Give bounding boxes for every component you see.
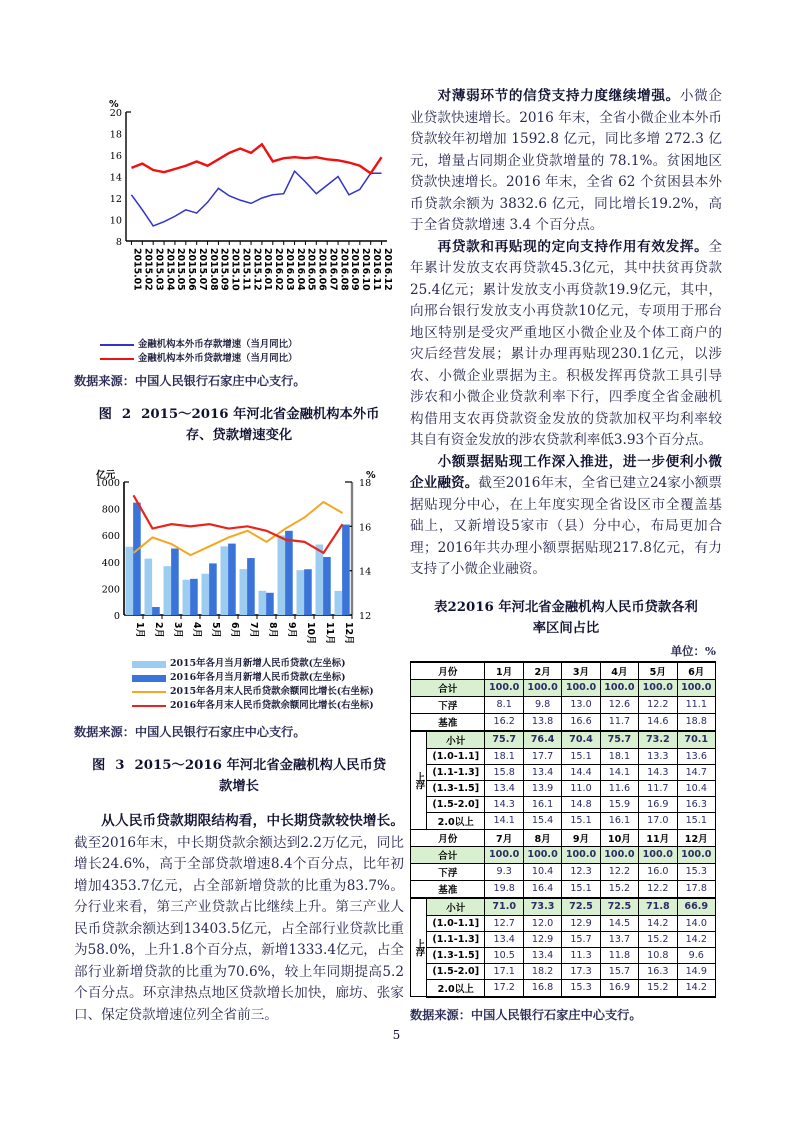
svg-text:2015.08: 2015.08 [207,248,219,291]
table-cell-base: 16.4 [523,880,561,898]
svg-text:7月: 7月 [248,622,260,638]
svg-text:9月: 9月 [286,622,298,638]
table-header-2: 8月 [523,829,561,846]
table-cell-subtotal: 73.3 [523,898,561,916]
table-cell-band: 11.6 [600,780,638,796]
paragraph-lead-relending: 再贷款和再贴现的定向支持作用有效发挥。 [437,238,709,255]
svg-text:12: 12 [359,611,372,622]
paragraph-text-loan-term: 截至2016年末，中长期贷款余额达到2.2万亿元，同比增长24.6%，高于全部贷款增速8.4个百分点，比年初增加4353.7亿元，占全部新增贷款的比重为83.7%。分行业来看，第三产业贷款占比继续上升。第三产业人民币贷款余额达到13403.5亿元，占全部行业贷款比重为58.0%，上升1.8个百分点，新增1333.4亿元，占全部行业新增贷款的比重为70.6%，较上年同期提高5.2个百分点。环京津热点地区贷款增长加快，廊坊、张家口、保定贷款增速位列全省前三。 [74,834,404,1023]
legend-swatch-2015-bar [132,661,166,668]
figure-3-svg [74,460,404,655]
table-cell-base: 19.8 [485,880,523,898]
table-cell-band: 12.9 [562,915,600,931]
svg-text:200: 200 [101,584,120,596]
table-header-1: 1月 [485,662,523,680]
figure-3-caption-label: 图 [91,758,106,773]
table-cell-band: 13.9 [523,780,561,796]
table-cell-subtotal: 72.5 [600,898,638,916]
table-cell-band: 15.2 [639,931,677,947]
table-cell-subtotal: 66.9 [677,898,715,916]
table-row-month-header [411,829,716,846]
figure-2-source: 数据来源：中国人民银行石家庄中心支行。 [74,374,306,388]
legend-swatch-loan [100,358,134,360]
svg-text:18: 18 [109,129,122,141]
table-cell-band: 11.8 [600,947,638,963]
table-cell-subtotal: 73.2 [639,731,677,749]
paragraph-relending-rediscount [410,237,722,452]
table-row-base [411,880,716,898]
svg-text:10月: 10月 [305,622,317,645]
table-2-unit: 单位：% [670,643,716,658]
svg-text:2016.04: 2016.04 [294,248,306,291]
table-cell-down: 16.0 [639,863,677,880]
table-cell-band: 15.2 [639,979,677,997]
table-cell-base: 15.2 [600,880,638,898]
table-label-band: (1.3-1.5] [427,780,485,796]
svg-text:5月: 5月 [210,622,222,638]
table-cell-down: 12.2 [639,696,677,713]
table-header-month: 月份 [411,662,485,680]
svg-text:16: 16 [359,522,372,534]
table-cell-band: 14.0 [677,915,715,931]
paragraph-text-weak-links: 小微企业贷款快速增长。2016 年末，全省小微企业本外币贷款较年初增加 1592.8 亿元，同比多增 272.3 亿元，增量占同期企业贷款增量的 78.1%。贫困地区贷款快速增长。2016 年末，全省 62 个贫困县本外币贷款余额为 3832.6 亿元，同比增长19.2%，高于全省贷款增速 3.4 个百分点。 [410,88,722,233]
table-cell-band: 12.0 [523,915,561,931]
table-row-subtotal [411,731,716,749]
table-cell-subtotal: 76.4 [523,731,561,749]
table-cell-total: 100.0 [600,846,638,863]
paragraph-text-relending: 全年累计发放支农再贷款45.3亿元，其中扶贫再贷款25.4亿元；累计发放支小再贷款19.9亿元，其中，向邢台银行发放支小再贷款10亿元，专项用于邢台地区特别是受灾严重地区小微企业及个体工商户的灾后经营发展；累计办理再贴现230.1亿元，以涉农、小微企业票据为主。积极发挥再贷款工具引导涉农和小微企业贷款利率下行，四季度全省金融机构借用支农再贷款资金发放的贷款加权平均利率较其自有资金发放的涉农贷款利率低3.93个百分点。 [410,238,722,448]
svg-text:2016.07: 2016.07 [327,248,339,291]
table-cell-down: 12.2 [600,863,638,880]
table-cell-band: 14.3 [485,796,523,812]
svg-text:400: 400 [101,557,120,569]
figure-2-svg [74,86,404,336]
svg-text:11月: 11月 [324,622,336,645]
figure-3-caption [74,755,404,797]
table-cell-band: 15.4 [523,812,561,829]
table-cell-band: 14.2 [639,915,677,931]
table-header-2: 2月 [523,662,561,680]
table-cell-band: 15.1 [562,748,600,764]
svg-text:2015.09: 2015.09 [218,248,230,291]
table-row-subtotal [411,898,716,916]
table-cell-down: 12.6 [600,696,638,713]
table-cell-band: 14.4 [562,764,600,780]
table-cell-band: 17.3 [562,963,600,979]
svg-text:2016.12: 2016.12 [381,248,393,291]
legend-swatch-2016-line [132,705,166,707]
svg-text:12月: 12月 [343,622,355,645]
table-cell-band: 15.3 [562,979,600,997]
figure-2-line-chart [74,86,404,366]
table-row-month-header [411,662,716,680]
table-row-down [411,696,716,713]
table-header-month: 月份 [411,829,485,846]
table-cell-band: 17.7 [523,748,561,764]
legend-label-2015-new-loans: 2015年各月当月新增人民币贷款(左坐标) [170,658,346,669]
svg-text:14: 14 [359,566,372,578]
table-row-band [411,764,716,780]
table-label-band: (1.5-2.0] [427,796,485,812]
table-cell-band: 17.2 [485,979,523,997]
legend-item-2016-yoy [132,700,374,712]
table-cell-subtotal: 70.4 [562,731,600,749]
legend-item-deposit [100,339,297,351]
table-cell-band: 15.7 [562,931,600,947]
table-cell-base: 14.6 [639,713,677,731]
svg-text:6月: 6月 [229,622,241,638]
table-cell-band: 9.6 [677,947,715,963]
table-cell-subtotal: 72.5 [562,898,600,916]
table-cell-base: 11.7 [600,713,638,731]
table-cell-band: 13.7 [600,931,638,947]
table-label-up: 上浮 [411,731,427,830]
table-label-total: 合计 [411,679,485,696]
svg-text:2015.02: 2015.02 [142,248,154,291]
table-label-base: 基准 [411,880,485,898]
table-cell-down: 8.1 [485,696,523,713]
table-cell-band: 15.7 [600,963,638,979]
table-cell-subtotal: 71.0 [485,898,523,916]
svg-text:2015.06: 2015.06 [186,248,198,291]
svg-text:4月: 4月 [191,622,203,638]
table-cell-band: 12.7 [485,915,523,931]
table-cell-band: 16.3 [639,963,677,979]
table-cell-band: 14.5 [600,915,638,931]
table-cell-band: 16.9 [600,979,638,997]
table-cell-band: 18.1 [485,748,523,764]
table-row-band [411,931,716,947]
table-cell-band: 10.8 [639,947,677,963]
table-cell-band: 10.5 [485,947,523,963]
table-2-caption-line1: 2016 年河北省金融机构人民币贷款各利 [456,599,698,615]
page-number: 5 [392,1028,401,1042]
table-cell-total: 100.0 [639,679,677,696]
table-cell-down: 13.0 [562,696,600,713]
table-cell-total: 100.0 [562,679,600,696]
svg-text:18: 18 [359,478,372,489]
svg-text:2015.12: 2015.12 [251,248,263,291]
paragraph-lead-weak-links: 对薄弱环节的信贷支持力度继续增强。 [437,88,680,104]
table-cell-band: 16.3 [677,796,715,812]
table-label-base: 基准 [411,713,485,731]
table-cell-subtotal: 70.1 [677,731,715,749]
table-cell-band: 14.3 [639,764,677,780]
svg-text:%: % [366,470,376,481]
figure-2-legend [74,338,404,366]
paragraph-lead-loan-term: 从人民币贷款期限结构看，中长期贷款较快增长。 [101,813,404,829]
table-cell-total: 100.0 [485,846,523,863]
legend-label-2016-new-loans: 2016年各月当月新增人民币贷款(左坐标) [170,672,346,683]
table-label-down: 下浮 [411,696,485,713]
svg-text:2016.11: 2016.11 [370,248,382,291]
svg-text:14: 14 [109,172,122,184]
table-cell-subtotal: 71.8 [639,898,677,916]
table-label-band: (1.5-2.0] [427,963,485,979]
table-cell-band: 11.0 [562,780,600,796]
svg-text:2015.01: 2015.01 [131,248,143,291]
paragraph-weak-links-credit [410,86,722,237]
table-header-6: 6月 [677,662,715,680]
table-2-caption-number: 2 [447,599,457,615]
table-header-5: 11月 [639,829,677,846]
paragraph-loan-term-structure [74,811,404,1026]
table-cell-band: 13.3 [639,748,677,764]
svg-text:10: 10 [109,215,122,227]
table-cell-down: 12.3 [562,863,600,880]
left-column [74,86,404,1026]
svg-text:2016.02: 2016.02 [273,248,285,291]
table-cell-base: 12.2 [639,880,677,898]
table-label-down: 下浮 [411,863,485,880]
table-cell-base: 18.8 [677,713,715,731]
table-cell-band: 11.7 [639,780,677,796]
table-cell-total: 100.0 [600,679,638,696]
figure-3-bar-chart [74,460,404,713]
table-header-3: 3月 [562,662,600,680]
figure-3-caption-line2: 款增长 [219,779,259,794]
figure-3-caption-line1: 2015～2016 年河北省金融机构人民币贷 [134,758,387,773]
table-cell-band: 12.9 [523,931,561,947]
figure-3-source: 数据来源：中国人民银行石家庄中心支行。 [74,725,306,739]
table-cell-total: 100.0 [485,679,523,696]
table-cell-down: 11.1 [677,696,715,713]
table-2-rate-bands [410,661,716,998]
svg-text:2月: 2月 [153,622,165,638]
legend-item-2015-new-loans [132,658,346,670]
table-header-6: 12月 [677,829,715,846]
svg-text:2015.11: 2015.11 [240,248,252,291]
table-label-total: 合计 [411,846,485,863]
table-cell-band: 16.1 [600,812,638,829]
table-label-subtotal: 小计 [427,898,485,916]
table-header-5: 5月 [639,662,677,680]
table-cell-subtotal: 75.7 [485,731,523,749]
table-label-band: 2.0以上 [427,979,485,997]
svg-text:600: 600 [101,531,120,543]
figure-2-caption-label: 图 [98,407,112,422]
table-cell-band: 17.1 [485,963,523,979]
table-cell-band: 13.4 [485,931,523,947]
table-cell-base: 13.8 [523,713,561,731]
table-label-band: (1.0-1.1] [427,748,485,764]
table-label-band: (1.3-1.5] [427,947,485,963]
legend-item-2015-yoy [132,686,374,698]
legend-label-2015-yoy: 2015年各月末人民币贷款余额同比增长(右坐标) [170,686,374,697]
table-cell-band: 15.1 [677,812,715,829]
table-row-down [411,863,716,880]
table-cell-base: 16.6 [562,713,600,731]
table-row-total [411,679,716,696]
table-cell-band: 13.4 [485,780,523,796]
table-cell-total: 100.0 [523,679,561,696]
svg-text:16: 16 [109,151,122,162]
svg-text:8月: 8月 [267,622,279,638]
svg-text:2015.10: 2015.10 [229,248,241,291]
svg-text:3月: 3月 [172,622,184,638]
legend-item-loan [100,353,297,365]
table-row-band [411,796,716,812]
table-header-4: 10月 [600,829,638,846]
table-cell-down: 9.3 [485,863,523,880]
legend-label-loan: 金融机构本外币贷款增速（当月同比） [138,353,298,364]
svg-text:20: 20 [109,108,122,119]
svg-text:亿元: 亿元 [96,470,116,481]
figure-2-caption-line1: 2015～2016 年河北省金融机构本外币 [141,407,380,422]
table-2-caption-line2: 率区间占比 [532,620,600,636]
svg-text:2016.10: 2016.10 [360,248,372,291]
table-cell-band: 14.1 [600,764,638,780]
table-cell-band: 11.3 [562,947,600,963]
table-cell-band: 10.4 [677,780,715,796]
table-cell-base: 17.8 [677,880,715,898]
table-row-base [411,713,716,731]
table-row-band [411,963,716,979]
table-cell-down: 9.8 [523,696,561,713]
table-label-band: (1.1-1.3] [427,931,485,947]
table-cell-band: 13.6 [677,748,715,764]
table-cell-band: 16.8 [523,979,561,997]
table-row-band [411,812,716,829]
svg-text:8: 8 [115,237,122,248]
paragraph-lead-small-bill: 小额票据贴现工作深入推进，进一步便利小微企业融资。 [410,453,722,491]
table-row-band [411,979,716,997]
table-row-band [411,748,716,764]
paragraph-text-small-bill: 截至2016年末，全省已建立24家小额票据贴现分中心，在上年度实现全省设区市全覆盖基础上，又新增设5家市（县）分中心，布局更加合理；2016年共办理小额票据贴现217.8亿元，有力支持了小微企业融资。 [410,475,722,577]
table-2-source: 数据来源：中国人民银行石家庄中心支行。 [410,1007,642,1022]
table-cell-band: 17.0 [639,812,677,829]
table-cell-band: 16.1 [523,796,561,812]
table-cell-band: 15.9 [600,796,638,812]
table-label-band: (1.1-1.3] [427,764,485,780]
table-header-3: 9月 [562,829,600,846]
figure-2-caption [74,404,404,446]
table-cell-band: 14.2 [677,931,715,947]
table-cell-down: 10.4 [523,863,561,880]
table-cell-band: 14.1 [485,812,523,829]
table-cell-band: 16.9 [639,796,677,812]
svg-text:1000: 1000 [95,478,120,489]
table-cell-total: 100.0 [639,846,677,863]
svg-text:2016.06: 2016.06 [316,248,328,291]
table-cell-band: 15.8 [485,764,523,780]
table-cell-band: 14.8 [562,796,600,812]
legend-swatch-2016-bar [132,675,166,682]
table-header-4: 4月 [600,662,638,680]
table-cell-total: 100.0 [523,846,561,863]
table-cell-band: 14.2 [677,979,715,997]
table-row-total [411,846,716,863]
table-cell-band: 18.1 [600,748,638,764]
table-cell-band: 15.1 [562,812,600,829]
table-row-band [411,947,716,963]
svg-text:800: 800 [101,504,120,516]
table-cell-down: 15.3 [677,863,715,880]
svg-text:2016.01: 2016.01 [262,248,274,291]
svg-text:0: 0 [113,611,120,622]
table-label-up: 上浮 [411,898,427,997]
svg-text:2015.07: 2015.07 [196,248,208,291]
legend-swatch-2015-line [132,691,166,693]
svg-text:2016.08: 2016.08 [338,248,350,291]
svg-text:1月: 1月 [134,622,146,638]
table-label-subtotal: 小计 [427,731,485,749]
svg-text:2015.05: 2015.05 [175,248,187,291]
table-cell-band: 18.2 [523,963,561,979]
svg-text:2015.03: 2015.03 [153,248,165,291]
table-row-band [411,780,716,796]
table-label-band: 2.0以上 [427,812,485,829]
table-header-1: 7月 [485,829,523,846]
legend-label-2016-yoy: 2016年各月末人民币贷款余额同比增长(右坐标) [170,700,374,711]
table-2-caption [410,597,722,639]
table-cell-band: 14.9 [677,963,715,979]
paragraph-small-bill-discount [410,452,722,581]
legend-label-deposit: 金融机构本外币存款增速（当月同比） [138,339,298,350]
table-cell-base: 15.1 [562,880,600,898]
figure-2-caption-number: 2 [121,407,132,422]
table-cell-subtotal: 75.7 [600,731,638,749]
table-cell-band: 13.4 [523,764,561,780]
figure-2-caption-line2: 存、贷款增速变化 [185,428,293,443]
table-cell-total: 100.0 [677,679,715,696]
table-2-caption-label: 表 [434,599,448,615]
figure-3-caption-number: 3 [115,758,125,773]
svg-text:2015.04: 2015.04 [164,248,176,291]
figure-3-legend [74,657,404,713]
svg-text:2016.05: 2016.05 [305,248,317,291]
svg-text:2016.03: 2016.03 [283,248,295,291]
table-cell-band: 13.4 [523,947,561,963]
table-cell-total: 100.0 [562,846,600,863]
table-cell-base: 16.2 [485,713,523,731]
svg-text:2016.09: 2016.09 [349,248,361,291]
table-label-band: (1.0-1.1] [427,915,485,931]
table-row-band [411,915,716,931]
table-cell-band: 14.7 [677,764,715,780]
legend-item-2016-new-loans [132,672,346,684]
right-column [410,86,722,1024]
svg-text:12: 12 [109,194,122,205]
legend-swatch-deposit [100,344,134,346]
table-cell-total: 100.0 [677,846,715,863]
svg-text:%: % [109,99,119,110]
